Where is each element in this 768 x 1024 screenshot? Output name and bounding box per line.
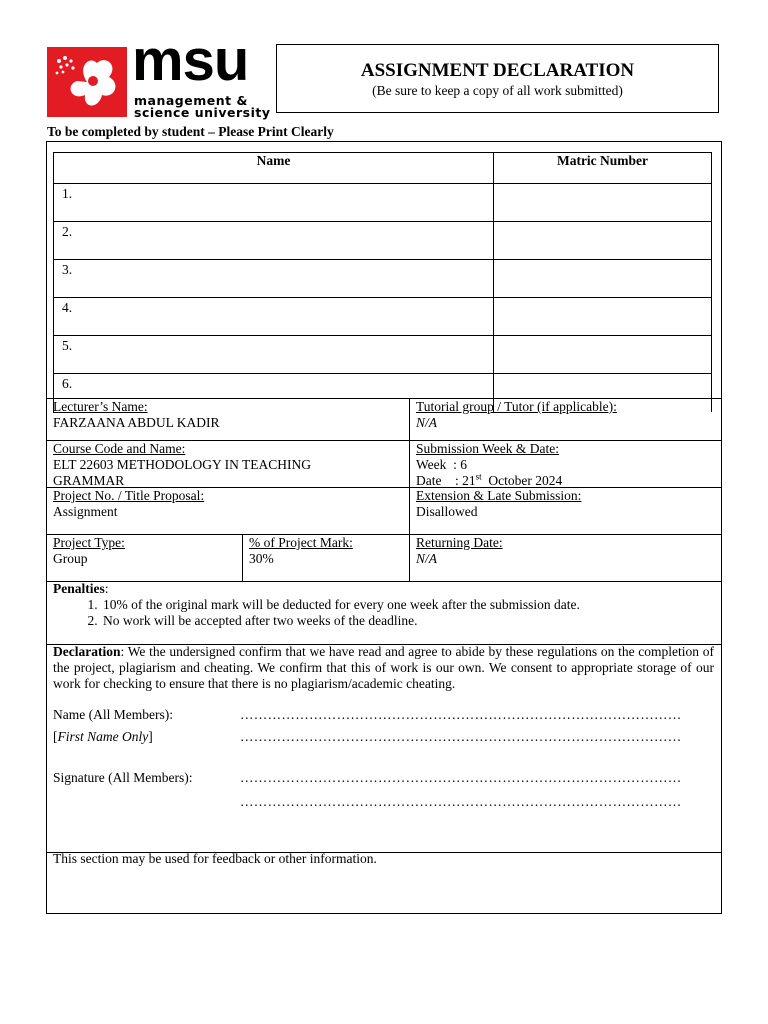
extension-label: Extension & Late Submission: bbox=[416, 488, 582, 503]
table-row bbox=[54, 336, 712, 374]
returning-field bbox=[416, 535, 503, 567]
member-name-cell[interactable]: 5. bbox=[54, 336, 494, 374]
project-no-value[interactable]: Assignment bbox=[53, 504, 118, 519]
submission-field bbox=[416, 441, 562, 489]
title-box bbox=[276, 44, 719, 113]
week-label: Week bbox=[416, 457, 447, 472]
feedback-section[interactable]: This section may be used for feedback or other information. bbox=[53, 851, 377, 866]
tutorial-label: Tutorial group / Tutor (if applicable): bbox=[416, 399, 617, 414]
list-item: 1. 10% of the original mark will be deducted for every one week after the submission date. bbox=[101, 597, 713, 613]
name-column-header: Name bbox=[54, 153, 494, 184]
signature-line-2[interactable]: …………………………………………………………………………………… bbox=[240, 794, 682, 809]
project-type-label: Project Type: bbox=[53, 535, 125, 550]
penalties-section: Penalties: 1. 10% of the original mark will be deducted for every one week after the submission date. 2. No work will be accepted after two weeks of the deadline. bbox=[53, 581, 713, 629]
name-line-2[interactable]: …………………………………………………………………………………… bbox=[240, 729, 682, 744]
declaration-section bbox=[53, 644, 714, 692]
matric-column-header: Matric Number bbox=[494, 153, 712, 184]
members-table bbox=[53, 152, 712, 412]
matric-number-cell[interactable] bbox=[494, 260, 712, 298]
table-row bbox=[54, 222, 712, 260]
extension-value[interactable]: Disallowed bbox=[416, 504, 478, 519]
member-name-cell[interactable]: 3. bbox=[54, 260, 494, 298]
logo-subtitle-line2: science university bbox=[134, 105, 271, 120]
project-mark-label: % of Project Mark: bbox=[249, 535, 353, 550]
project-no-field bbox=[53, 488, 204, 520]
submission-week[interactable] bbox=[416, 457, 562, 473]
declaration-title: Declaration bbox=[53, 644, 121, 659]
signature-line-1[interactable]: …………………………………………………………………………………… bbox=[240, 770, 682, 785]
tutorial-field bbox=[416, 399, 617, 431]
matric-number-cell[interactable] bbox=[494, 336, 712, 374]
list-item: 2. No work will be accepted after two weeks of the deadline. bbox=[101, 613, 713, 629]
tutorial-value[interactable]: N/A bbox=[416, 415, 438, 430]
submission-date[interactable] bbox=[416, 473, 562, 489]
submission-label: Submission Week & Date: bbox=[416, 441, 560, 456]
declaration-text: : We the undersigned confirm that we have read and agree to abide by these regulations on the completion of the project, plagiarism and cheating. We confirm that this of work is our own. We consent to appropriate storage of our work for checking to ensure that there is no plagiarism/academic cheating. bbox=[53, 644, 714, 691]
member-name-cell[interactable]: 4. bbox=[54, 298, 494, 336]
course-value-line2[interactable]: GRAMMAR bbox=[53, 473, 125, 488]
instruction-text: To be completed by student – Please Print Clearly bbox=[47, 124, 334, 139]
project-no-label: Project No. / Title Proposal: bbox=[53, 488, 205, 503]
returning-value[interactable]: N/A bbox=[416, 551, 438, 566]
date-prefix: : 21 bbox=[454, 473, 476, 488]
course-value-line1[interactable]: ELT 22603 METHODOLOGY IN TEACHING bbox=[53, 457, 311, 472]
lecturer-label: Lecturer’s Name: bbox=[53, 399, 148, 414]
signature-label: Signature (All Members): bbox=[53, 770, 193, 785]
msu-logo bbox=[47, 28, 272, 120]
member-name-cell[interactable]: 2. bbox=[54, 222, 494, 260]
logo-subtitle-line1: management & bbox=[134, 93, 248, 108]
matric-number-cell[interactable] bbox=[494, 298, 712, 336]
project-mark-field bbox=[249, 535, 353, 567]
matric-number-cell[interactable] bbox=[494, 222, 712, 260]
course-field bbox=[53, 441, 311, 489]
table-row bbox=[54, 184, 712, 222]
member-name-cell[interactable]: 6. bbox=[54, 374, 494, 413]
column-divider bbox=[409, 398, 410, 581]
table-row bbox=[54, 260, 712, 298]
name-members-label: Name (All Members): bbox=[53, 707, 173, 722]
document-title: ASSIGNMENT DECLARATION bbox=[360, 60, 635, 81]
column-divider bbox=[242, 534, 243, 581]
table-row bbox=[54, 298, 712, 336]
week-value: : 6 bbox=[453, 457, 468, 472]
project-mark-value[interactable]: 30% bbox=[249, 551, 274, 566]
course-label: Course Code and Name: bbox=[53, 441, 186, 456]
lecturer-value[interactable]: FARZAANA ABDUL KADIR bbox=[53, 415, 220, 430]
document-subtitle: (Be sure to keep a copy of all work submitted) bbox=[372, 83, 623, 98]
hibiscus-logo-icon bbox=[47, 47, 127, 117]
member-name-cell[interactable]: 1. bbox=[54, 184, 494, 222]
first-name-only-text: First Name Only bbox=[57, 729, 149, 744]
matric-number-cell[interactable] bbox=[494, 184, 712, 222]
returning-label: Returning Date: bbox=[416, 535, 503, 550]
date-rest: October 2024 bbox=[488, 473, 563, 488]
divider bbox=[46, 534, 722, 535]
logo-wordmark: msu bbox=[132, 28, 249, 93]
project-type-value[interactable]: Group bbox=[53, 551, 88, 566]
penalties-list bbox=[53, 597, 713, 629]
first-name-label: [First Name Only] bbox=[53, 729, 153, 744]
penalties-title: Penalties bbox=[53, 581, 105, 596]
date-suffix: st bbox=[475, 471, 482, 482]
date-label: Date bbox=[416, 473, 442, 488]
extension-field bbox=[416, 488, 581, 520]
lecturer-field bbox=[53, 399, 220, 431]
name-line-1[interactable]: …………………………………………………………………………………… bbox=[240, 707, 682, 722]
project-type-field bbox=[53, 535, 125, 567]
